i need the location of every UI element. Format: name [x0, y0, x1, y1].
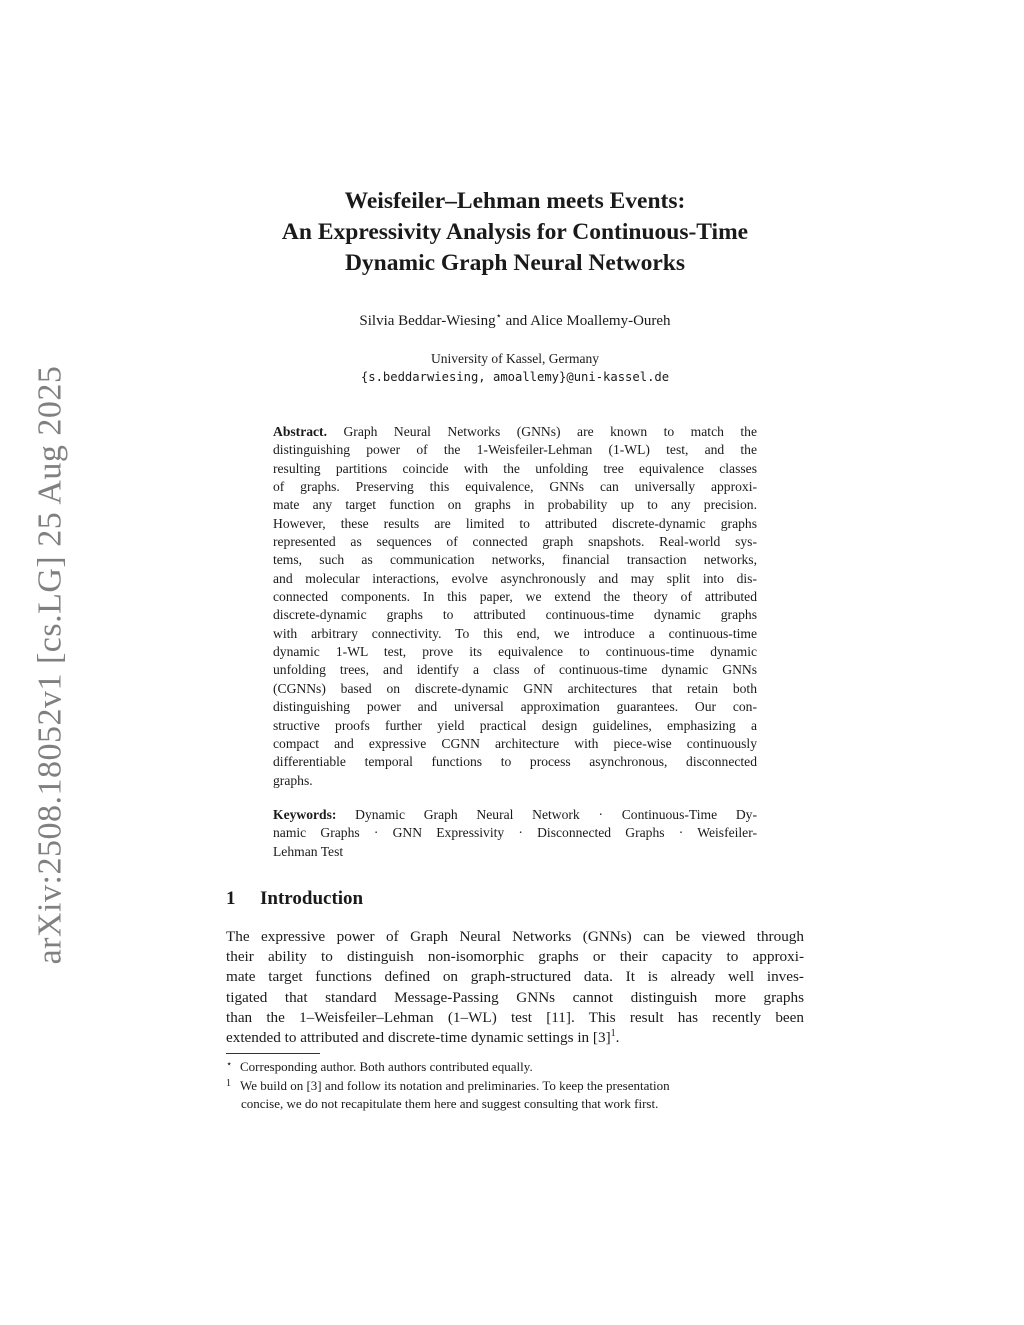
body-line: The expressive power of Graph Neural Networks (GNNs) can be viewed through: [226, 928, 804, 945]
introduction-paragraph: [226, 927, 804, 1048]
footnote-2: [226, 1077, 806, 1096]
abstract-line: dynamic 1-WL test, prove its equivalence to continuous-time dynamic: [273, 644, 757, 660]
author-name-1: Silvia Beddar-Wiesing: [359, 313, 496, 329]
affiliation-block: [200, 349, 830, 387]
footnote-ref[interactable]: 1: [610, 1027, 616, 1039]
abstract-line: (CGNNs) based on discrete-dynamic GNN architectures that retain both: [273, 680, 757, 696]
author-connector: and: [501, 313, 531, 329]
footnote-1-mark: ⋆: [226, 1059, 233, 1070]
footnote-1: [226, 1058, 806, 1077]
abstract-line: of graphs. Preserving this equivalence, GNNs can universally approxi-: [273, 479, 757, 495]
body-line: mate target functions defined on graph-structured data. It is already well inves-: [226, 968, 804, 986]
keywords-line: Keywords: Dynamic Graph Neural Network · Continuous-Time Dy-: [273, 807, 757, 822]
abstract-line: distinguishing power and universal approximation guarantees. Our con-: [273, 699, 757, 715]
author-emails: {s.beddarwiesing, amoallemy}@uni-kassel.de: [360, 370, 670, 384]
abstract-line: represented as sequences of connected graph snapshots. Real-world sys-: [273, 534, 757, 550]
abstract-line: distinguishing power of the 1-Weisfeiler-Lehman (1-WL) test, and the: [273, 442, 757, 458]
arxiv-id-text: arXiv:2508.18052v1 [cs.LG] 25 Aug 2025: [31, 365, 69, 965]
abstract-line: compact and expressive CGNN architecture with piece-wise continuously: [273, 735, 757, 751]
body-line: extended to attributed and discrete-time dynamic settings in $[3]^1$.: [226, 1027, 620, 1047]
body-line: their ability to distinguish non-isomorphic graphs or their capacity to approxi-: [226, 948, 804, 966]
abstract-line: structive proofs further yield practical design guidelines, emphasizing a: [273, 717, 757, 733]
keywords-line: namic Graphs · GNN Expressivity · Disconnected Graphs · Weisfeiler-: [273, 825, 757, 841]
abstract-line: mate any target function on graphs in probability up to any precision.: [273, 497, 757, 513]
footnotes: [226, 1058, 806, 1114]
keywords-label: Keywords:: [273, 807, 337, 822]
abstract-line: unfolding trees, and identify a class of continuous-time dynamic GNNs: [273, 662, 757, 678]
author-list: [200, 313, 830, 330]
body-line: tigated that standard Message-Passing GNNs cannot distinguish more graphs: [226, 988, 804, 1006]
abstract-line: Abstract. Graph Neural Networks (GNNs) are known to match the: [273, 424, 757, 439]
footnote-divider: [226, 1053, 320, 1054]
abstract-line: differentiable temporal functions to process asynchronous, disconnected: [273, 754, 757, 770]
abstract-line: with arbitrary connectivity. To this end, we introduce a continuous-time: [273, 625, 757, 641]
title-line-1: Weisfeiler–Lehman meets Events:: [344, 188, 686, 214]
keywords: [273, 806, 757, 861]
abstract-line: connected components. In this paper, we extend the theory of attributed: [273, 589, 757, 605]
abstract-line: tems, such as communication networks, financial transaction networks,: [273, 552, 757, 568]
footnote-2-mark: 1: [226, 1077, 231, 1089]
abstract-label: Abstract.: [273, 424, 327, 439]
section-title-text: Introduction: [260, 888, 364, 909]
body-line: than the 1–Weisfeiler–Lehman (1–WL) test [11]. This result has recently been: [226, 1008, 804, 1026]
corresponding-author-mark: ⋆: [495, 311, 502, 322]
institution: University of Kassel, Germany: [431, 351, 599, 366]
abstract-line: However, these results are limited to attributed discrete-dynamic graphs: [273, 515, 757, 531]
author-name-2: Alice Moallemy-Oureh: [530, 313, 671, 329]
keywords-line: Lehman Test: [273, 843, 344, 859]
arxiv-identifier-stamp: [20, 365, 80, 965]
title-line-3: Dynamic Graph Neural Networks: [344, 250, 686, 276]
section-number: 1: [226, 888, 236, 909]
abstract-line: and molecular interactions, evolve asynchronously and may split into dis-: [273, 570, 757, 586]
title-line-2: An Expressivity Analysis for Continuous-Time: [281, 219, 749, 245]
footnote-1-text: Corresponding author. Both authors contributed equally.: [240, 1059, 533, 1074]
abstract-line: resulting partitions coincide with the unfolding tree equivalence classes: [273, 460, 757, 476]
paper-title: [200, 186, 830, 279]
footnote-2-text-line-1: We build on [3] and follow its notation and preliminaries. To keep the presentation: [240, 1077, 670, 1093]
footnote-2-text-line-2: concise, we do not recapitulate them here and suggest consulting that work first.: [241, 1096, 659, 1112]
abstract-line: discrete-dynamic graphs to attributed continuous-time dynamic graphs: [273, 607, 757, 623]
abstract: [273, 423, 757, 790]
abstract-line: graphs.: [273, 772, 313, 788]
section-heading: [226, 888, 363, 910]
